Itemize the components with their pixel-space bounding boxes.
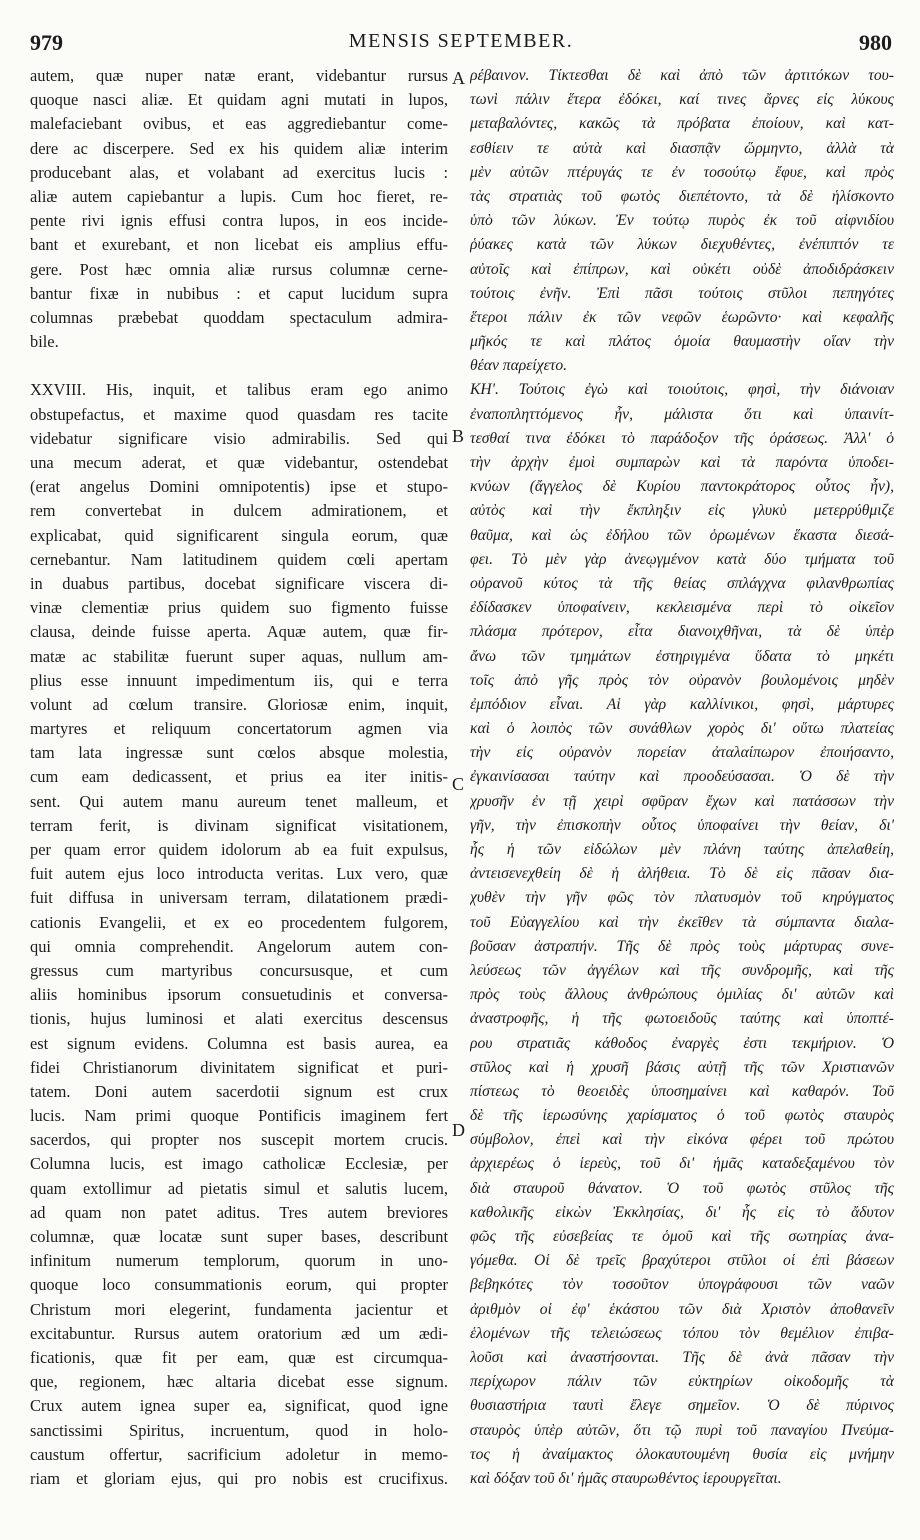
greek-text-line: κνύων (ἄγγελος δὲ Κυρίου παντοκράτορος οὗτος ἦν), — [470, 478, 894, 496]
latin-text-line: riam et gloriam ejus, qui pro nobis est crucifixus. — [30, 1468, 448, 1488]
greek-text-line: πίστεως τὸ θεοειδὲς ὑποσημαίνει καὶ καθαρόν. Τοῦ — [470, 1082, 894, 1100]
greek-text-line: ῥύακες κατὰ τῶν λύκων διεχυθέντες, ἐνέπιπτόν τε — [470, 236, 894, 254]
latin-text-line: qui omnia comprehendit. Angelorum autem con- — [30, 936, 448, 956]
greek-column — [470, 64, 894, 1491]
greek-text-line: ἐδίδασκεν ὑποφαίνειν, κεκλεισμένα περὶ τὸ οἰκεῖον — [470, 599, 894, 617]
latin-text-line: terram ferit, is divinam significat visitationem, — [30, 815, 448, 835]
latin-text-line: sanctissimi Spiritus, incruentum, quod in holo- — [30, 1420, 448, 1440]
greek-text-line: στῦλος καὶ ἡ χρυσῆ βάσις αὐτῇ τῆς τῶν Χριστιανῶν — [470, 1058, 894, 1076]
latin-text-line: columnæ, quæ locatæ sunt super bases, describunt — [30, 1227, 448, 1246]
greek-text-line: αὐτοῖς καὶ ἐπίπρων, καὶ οὐκέτι οὐδὲ ἀποδιδράσκειν — [470, 260, 894, 278]
greek-text-line: μεταβαλόντες, κακῶς τὰ πρόβατα ἐποίουν, καὶ κατ- — [470, 115, 894, 133]
latin-text-line: cationis Evangelii, et ex eo procedentem fulgorem, — [30, 912, 448, 932]
greek-text-line: δὲ τῆς ἱερωσύνης χαρίσματος ὁ τοῦ φωτὸς σταυρὸς — [470, 1107, 894, 1125]
greek-text-line: ἧς ἡ τῶν εἰδώλων μὲν πλάνη ταύτης ἀπελαθείη, — [470, 841, 894, 858]
greek-text-line: γῆν, τὴν ἐπισκοπὴν οὗτος ὑποφαίνει τὴν θείαν, δι' — [470, 816, 894, 834]
latin-text-line: (erat angelus Domini omnipotentis) ipse et stupo- — [30, 477, 448, 497]
greek-text-line: τος ἡ ἀναίμακτος ὁλοκαυτουμένη θυσία εἰς μνήμην — [470, 1445, 894, 1463]
latin-text-line: tatem. Doni autem sacerdotii signum est crux — [30, 1081, 448, 1101]
greek-text-line: γόμεθα. Οἱ δὲ τρεῖς βραχύτεροι στῦλοι οἱ ἐπὶ βάσεων — [470, 1252, 894, 1270]
greek-text-line: μῆκός τε καὶ πλάτος ὁμοία θαυμαστὴν οἵαν τὴν — [470, 333, 894, 351]
greek-text-line: τοῖς ἀπὸ γῆς πρὸς τὸν οὐρανὸν βουλομένοις μηδὲν — [470, 671, 894, 689]
latin-text-line: videbatur significare visio admirabilis. Sed qui — [30, 428, 448, 448]
latin-text-line: sent. Qui autem manu aureum tenet malleum, et — [30, 791, 448, 811]
greek-text-line: μὲν αὐτῶν πτέρυγάς τε ἐν τοσούτῳ ἔφυε, καὶ πρὸς — [470, 163, 894, 181]
latin-text-line: malefaciebant ovibus, et eas aggrediebantur come- — [30, 114, 448, 134]
latin-text-line: plius esse innuunt impedimentum iis, qui e terra — [30, 670, 448, 690]
greek-text-line: σύμβολον, ἐπεὶ καὶ τὴν εἰκόνα φέρει τοῦ πρώτου — [470, 1131, 894, 1149]
greek-text-line: θαῦμα, καὶ ὡς ἐδήλου τῶν ὁρωμένων ἕκαστα διεσά- — [470, 526, 894, 544]
greek-text-line: καὶ δόξαν τοῦ δι' ἡμᾶς σταυρωθέντος ἱερουργεῖται. — [470, 1469, 782, 1487]
latin-text-line: ad quam non patet aditus. Tres autem breviores — [30, 1202, 448, 1222]
greek-text-line: ἀρχιερέως ὁ ἱερεὺς, τοῦ δι' ἡμᾶς καταδεξαμένου τὸν — [470, 1155, 894, 1173]
greek-text-line: ρέβαινον. Τίκτεσθαι δὲ καὶ ἀπὸ τῶν ἀρτιτόκων του- — [470, 67, 894, 84]
greek-text-line: οὐρανοῦ κύτος τὰ τῆς θείας σπλάγχνα φιλανθρωπίας — [470, 574, 894, 592]
greek-text-line: ἐναποπληττόμενος ἦν, μάλιστα ὅτι καὶ ὑπαινίτ- — [470, 405, 894, 423]
greek-text-line: εσθίειν τε αὐτὰ καὶ διασπᾷν ὥρμηντο, ἀλλὰ τὰ — [470, 139, 894, 157]
greek-text-line: ΚΗ'. Τούτοις ἐγὼ καὶ τοιούτοις, φησὶ, τὴν διάνοιαν — [470, 381, 894, 399]
greek-text-line: ἕτεροι πάλιν ἐκ τῶν νεφῶν ἑωρῶντο· καὶ κεφαλῆς — [470, 308, 894, 326]
latin-text-line: cum eam dedicassent, et prius ea iter initis- — [30, 767, 448, 787]
latin-text-line: Columna lucis, est imago catholicæ Ecclesiæ, per — [30, 1154, 448, 1174]
greek-text-line: θέαν παρείχετο. — [470, 357, 568, 375]
latin-text-line: aliæ autem capiebantur a lupis. Cum hoc fieret, re- — [30, 186, 448, 206]
latin-text-line: quoque nasci aliæ. Et quidam agni mutati in lupos, — [30, 90, 448, 110]
latin-text-line: producebant alas, et volabant ad exercitus lucis : — [30, 162, 448, 182]
latin-text-line: est signum evidens. Columna est basis aurea, ea — [30, 1033, 448, 1053]
latin-column — [30, 64, 448, 1491]
latin-text-line: sacerdos, qui propter nos suscepit mortem crucis. — [30, 1130, 448, 1150]
latin-text-line: in duabus partibus, docebat significare viscera di- — [30, 573, 448, 593]
greek-text-line: φει. Τὸ μὲν γὰρ ἀνεῳγμένον κατὰ δύο τμήματα τοῦ — [470, 550, 894, 568]
latin-text-line: bant et exurebant, et non licebat eis amplius effu- — [30, 235, 448, 255]
latin-text-line: obstupefactus, et maxime quod quasdam res tacite — [30, 404, 448, 424]
greek-text-line: χυθὲν τὴν γῆν φῶς τὸν πλατυσμὸν τοῦ κηρύγματος — [470, 889, 894, 907]
latin-text-line: fuit diffusa in universam terram, dilatationem prædi- — [30, 888, 448, 908]
latin-text-line: rem convertebat in dulcem admirationem, et — [30, 501, 448, 521]
greek-text-line: τὰς στρατιὰς τοῦ φωτὸς διεπέτοντο, τὰ δὲ ἡλίσκοντο — [470, 187, 894, 205]
margin-marker-a: A — [452, 68, 465, 88]
greek-text-line: καὶ ὁ λοιπὸς τῶν συνάθλων χορὸς δι' οὕτω πλατείας — [470, 720, 894, 738]
greek-text-line: τὴν ἀρχὴν ἐμοὶ συμπαρὼν καὶ τὰ παρόντα ὑποδει- — [470, 454, 894, 471]
latin-text-line: XXVIII. His, inquit, et talibus eram ego animo — [30, 380, 448, 400]
latin-text-line: caustum offertur, sacrificium adoletur in memo- — [30, 1444, 448, 1464]
latin-text-line: quoque loco consummationis eorum, qui propter — [30, 1275, 448, 1295]
greek-text-line: θυσιαστήρια ταυτὶ ἔλεγε σημεῖον. Ὁ δὲ πύρινος — [470, 1397, 894, 1415]
greek-text-line: περίχωρον πάλιν τῶν εὐκτηρίων οἰκοδομῆς τὰ — [470, 1373, 894, 1391]
greek-text-line: διὰ σταυροῦ θάνατον. Ὁ τοῦ φωτὸς στῦλος τῆς — [470, 1179, 894, 1197]
latin-text-line: dere ac discerpere. Sed ex his quidem aliæ interim — [30, 138, 448, 158]
greek-text-line: ἐγκαινίσασαι ταύτην καὶ προοδεύσασαι. Ὁ δὲ τὴν — [470, 768, 894, 786]
latin-text-line: tionis, hujus luminosi et alati exercitus descensus — [30, 1009, 448, 1029]
paragraph-gap — [30, 354, 448, 378]
greek-text-line: λοῦσι καὶ ἀναστήσονται. Τῆς δὲ ἀνὰ πᾶσαν τὴν — [470, 1348, 894, 1366]
latin-text-line: fuit autem ejus loco introducta veritas. Lux vero, quæ — [30, 864, 448, 884]
greek-text-line: ὑπὸ τῶν λύκων. Ἐν τούτῳ πυρὸς ἐκ τοῦ αἰφνιδίου — [470, 212, 894, 230]
greek-text-line: τούτοις ἐνῆν. Ἐπὶ πᾶσι τούτοις στῦλοι πεπηγότες — [470, 284, 894, 302]
latin-text-line: quam extollimur ad pietatis simul et salutis lucem, — [30, 1178, 448, 1198]
running-title: MENSIS SEPTEMBER. — [348, 30, 574, 52]
latin-text-line: clausa, deinde fuisse aperta. Aquæ autem, quæ fir- — [30, 622, 448, 642]
greek-text-line: ἄνω τῶν τμημάτων ἐστηριγμένα ὕδατα τὸ μηκέτι — [470, 647, 894, 665]
page-header — [30, 30, 892, 58]
greek-text-line: τωνὶ πάλιν ἕτερα ἐδόκει, καί τινες ἄρνες εἰς λύκους — [470, 91, 894, 109]
latin-text-line: per quam error quidem idolorum ab ea fuit expulsus, — [30, 840, 448, 859]
greek-text-line: πλάσμα πρότερον, εἶτα διανοιχθῆναι, τὰ δὲ ὑπὲρ — [470, 623, 894, 641]
right-page-number: 980 — [859, 30, 892, 55]
latin-text-line: tam lata ingressæ sunt cœlos absque molestia, — [30, 743, 448, 763]
greek-text-line: ἀριθμὸν οἱ ἐφ' ἑκάστου τῶν διὰ Χριστὸν ἀποθανεῖν — [470, 1300, 894, 1318]
greek-text-line: πρὸς τοὺς ἄλλους ἀνθρώπους ὁμιλίας δι' αὐτῶν καὶ — [470, 986, 894, 1004]
latin-text-line: columnas præbebat quoddam spectaculum admira- — [30, 307, 448, 327]
latin-text-line: vinæ clementiæ prius quidem suo figmento fuisse — [30, 598, 448, 618]
greek-text-line: καθολικῆς εἰκὼν Ἐκκλησίας, δι' ἧς εἰς τὸ ἄδυτον — [470, 1203, 894, 1221]
latin-text-line: matæ ac stabilitæ fuerunt super aquas, nullum am- — [30, 646, 448, 666]
latin-text-line: infinitum numerum templorum, quorum in uno- — [30, 1251, 448, 1271]
latin-text-line: autem, quæ nuper natæ erant, videbantur rursus — [30, 66, 448, 85]
latin-text-line: gressus cum martyribus concursusque, et cum — [30, 960, 448, 980]
latin-text-line: fidei Christianorum divinitatem significat et puri- — [30, 1057, 448, 1077]
margin-marker-c: C — [452, 774, 465, 794]
greek-text-line: τὴν εἰς οὐρανὸν πορείαν ἀταλαίπωρον ἐποιήσαντο, — [470, 744, 894, 762]
latin-text-line: lucis. Nam primi quoque Pontificis imaginem fert — [30, 1106, 448, 1126]
latin-text-line: cernebantur. Nam latitudinem quidem cœli apertam — [30, 549, 448, 569]
margin-marker-d: D — [452, 1120, 465, 1140]
greek-text-line: ἀντεισενεχθείη δὲ ἡ ἀλήθεια. Τὸ δὲ εἰς πᾶσαν δια- — [470, 865, 894, 883]
greek-text-line: αὐτὸς καὶ τὴν ἔκπληξιν εἰς γλυκὺ μετερρύθμιζε — [470, 502, 894, 520]
latin-text-line: volunt ad cœlum transire. Gloriosæ enim, inquit, — [30, 694, 448, 714]
latin-text-line: aliis hominibus ipsorum consuetudinis et conversa- — [30, 985, 448, 1005]
margin-marker-b: B — [452, 426, 465, 446]
greek-text-line: βοῦσαν ἀστραπήν. Τῆς δὲ πρὸς τοὺς μάρτυρας συνε- — [470, 937, 894, 955]
latin-text-line: gere. Post hæc omnia aliæ rursus columnæ cerne- — [30, 259, 448, 279]
greek-text-line: τοῦ Εὐαγγελίου καὶ τὴν ἐκεῖθεν τὰ σύμπαντα διαλα- — [470, 913, 894, 931]
latin-text-line: bile. — [30, 332, 59, 352]
greek-text-line: τεσθαί τινα ἐδόκει τὸ παράδοξον τῆς ὁράσεως. Ἀλλ' ὁ — [470, 429, 894, 447]
latin-text-line: bantur fixæ in nubibus : et caput lucidum supra — [30, 283, 448, 303]
latin-text-line: excitabuntur. Rursus autem oratorium æd um ædi- — [30, 1323, 448, 1343]
greek-text-line: ἑλομένων τῆς τελειώσεως τόπου τὸν θεμέλιον ἐπιβα- — [470, 1324, 894, 1342]
left-page-number: 979 — [30, 30, 63, 55]
latin-text-line: Christum mori elegerint, fundamenta jacientur et — [30, 1299, 448, 1319]
latin-text-line: martyres et reliquum concertatorum agmen via — [30, 719, 448, 739]
latin-text-line: ficationis, quæ fit per eam, quæ est circumqua- — [30, 1347, 448, 1367]
latin-text-line: pente rivi ignis effusi contra lupos, in eos incide- — [30, 211, 448, 231]
greek-text-line: φῶς τῆς εὐσεβείας τε ὁμοῦ καὶ τῆς σωτηρίας ἀνα- — [470, 1228, 894, 1245]
latin-text-line: que, regionem, hæc altaria dicebat esse signum. — [30, 1372, 448, 1392]
greek-text-line: λεύσεως τῶν ἀγγέλων καὶ τῆς συνδρομῆς, καὶ τῆς — [470, 961, 894, 979]
greek-text-line: βεβηκότες τὸν τοσοῦτον ὑπογράφουσι τῶν ναῶν — [470, 1276, 894, 1294]
latin-text-line: una mecum aderat, et quæ videbantur, ostendebat — [30, 453, 448, 472]
latin-text-line: explicabat, quid significarent singula eorum, quæ — [30, 525, 448, 545]
greek-text-line: σταυρὸς ὑπὲρ αὐτῶν, ὅτι τῷ πυρὶ τοῦ παναγίου Πνεύμα- — [470, 1421, 894, 1439]
greek-text-line: ρου στρατιᾶς κάθοδος ἐναργὲς ἐστι τεκμήριον. Ὁ — [470, 1034, 894, 1052]
latin-text-line: Crux autem ignea super ea, significat, quod igne — [30, 1396, 448, 1416]
greek-text-line: χρυσῆν ἐν τῇ χειρὶ σφῦραν ἔχων καὶ πατάσσων τὴν — [470, 792, 894, 810]
greek-text-line: ἐμπόδιον εἶναι. Αἱ γὰρ καλλίνικοι, φησὶ, μάρτυρες — [470, 695, 894, 713]
greek-text-line: ἀναστροφῆς, ἡ τῆς φωτοειδοῦς ταύτης καὶ ὑποπτέ- — [470, 1010, 894, 1028]
